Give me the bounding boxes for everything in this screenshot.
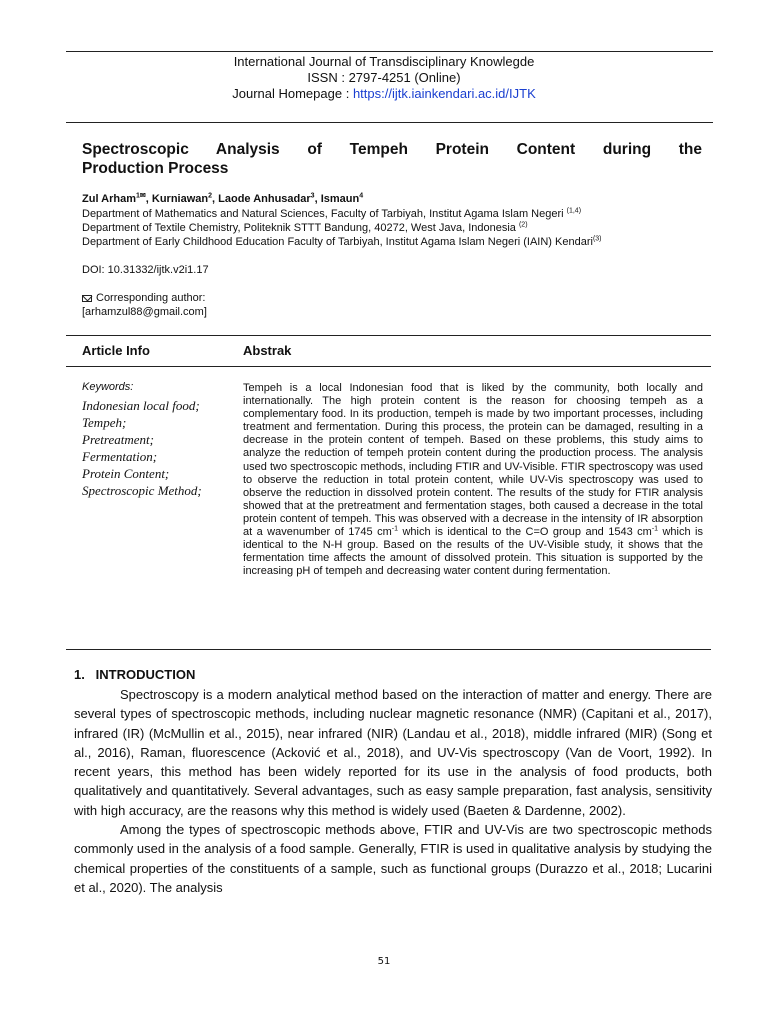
author: Zul Arham$^{1✉}$, <box>82 192 152 205</box>
abstract-text: Tempeh is a local Indonesian food that is liked by the community, both locally and internationally. The high protein content is the reason for choosing tempeh as a complementary food. In its production, tempeh is made by two important processes, including treatment and fermentation. During this process, the protein can be damaged, resulting in a decrease in the protein content of tempeh. Based on these problems, this study aims to analyze the reduction of tempeh protein content during the production process. The analysis used two spectroscopic methods, including FTIR and UV-Visible. FTIR spectroscopy was used to observe the reduction in total protein content, while UV-Vis spectroscopy was used to observe the reduction in dissolved protein content. The results of the study for FTIR analysis showed that at the pretreatment and fermentation stages, both caused a decrease in the total protein content of tempeh. This was observed with a decrease in the intensity of IR absorption at a wavenumber of 1745 $cm^{-1}$ which is identical to the C=O group and 1543 $cm^{-1}$ which is identical to the N-H group. Based on the results of the UV-Visible study, it shows that the fermentation time affects the amount of dissolved protein. This situation is supported by the increasing pH of tempeh and decreasing water content during fermentation. <box>243 382 703 578</box>
keyword: Fermentation; <box>82 449 158 464</box>
author: Laode Anhusadar$^3$, <box>218 192 321 205</box>
affiliation-2: Department of Textile Chemistry, Politeknik STTT Bandung, 40272, West Java, Indonesia $^{(2)}$ <box>82 221 528 234</box>
top-rule <box>66 51 713 52</box>
keyword: Pretreatment; <box>82 432 154 447</box>
homepage-label: Journal Homepage : <box>232 86 350 101</box>
journal-homepage <box>0 86 768 102</box>
section-heading: 1. INTRODUCTION <box>74 667 196 682</box>
keyword: Indonesian local food; <box>82 398 200 413</box>
journal-name: International Journal of Transdisciplinary Knowlegde <box>233 54 535 69</box>
abstract-header: Abstrak <box>243 343 292 358</box>
authors <box>82 193 363 206</box>
issn: ISSN : 2797-4251 (Online) <box>307 70 461 85</box>
keyword: Protein Content; <box>82 466 170 481</box>
paragraph: Spectroscopy is a modern analytical method based on the interaction of matter and energy. There are several types of spectroscopic methods, including nuclear magnetic resonance (NMR) (Capitani et al., 2017), infrared (IR) (McMullin et al., 2015), near infrared (NIR) (Landau et al., 2018), middle infrared (MIR) (Song et al., 2016), Raman, fluorescence (Acković et al., 2018), and UV-Vis spectroscopy (Van de Voort, 1992). In recent years, this method has been widely reported for its use in the analysis of food products, both qualitatively and quantitatively. Several advantages, such as easy sample preparation, fast analysis, sensitivity with high accuracy, are the reasons why this method is widely used (Baeten & Dardenne, 2002). <box>74 687 712 818</box>
doi: DOI: 10.31332/ijtk.v2i1.17 <box>82 264 209 276</box>
homepage-link[interactable]: https://ijtk.iainkendari.ac.id/IJTK <box>352 86 536 101</box>
page-number: 51 <box>377 956 391 967</box>
header-rule <box>66 122 713 123</box>
keyword: Spectroscopic Method; <box>82 483 202 498</box>
keywords-label: Keywords: <box>82 381 134 393</box>
author: Ismaun$^4$ <box>320 192 364 205</box>
paragraph: Among the types of spectroscopic methods above, FTIR and UV-Vis are two spectroscopic methods commonly used in the analysis of a food sample. Generally, FTIR is used in qualitative analysis by studying the chemical properties of the constituents of a sample, such as functional groups (Durazzo et al., 2018; Lucarini et al., 2020). The analysis <box>74 822 712 895</box>
keywords-list <box>82 397 202 499</box>
corresponding-author: Corresponding author: <box>82 292 205 305</box>
article-info-header: Article Info <box>82 343 150 358</box>
body-text <box>74 685 712 897</box>
keyword: Tempeh; <box>82 415 127 430</box>
author: Kurniawan$^2$, <box>151 192 219 205</box>
corresponding-email: [arhamzul88@gmail.com] <box>82 306 207 318</box>
affiliation-1: Department of Mathematics and Natural Sciences, Faculty of Tarbiyah, Institut Agama Islam Negeri $^{(1,4)}$ <box>82 207 582 220</box>
affiliation-3: Department of Early Childhood Education Faculty of Tarbiyah, Institut Agama Islam Negeri (IAIN) Kendari$^{(3)}$ <box>82 235 602 248</box>
mail-icon <box>82 295 92 302</box>
info-top-rule <box>66 335 711 336</box>
title-line-1: Spectroscopic Analysis of Tempeh Protein Content during the <box>82 141 702 158</box>
info-bottom-rule <box>66 649 711 650</box>
article-title <box>82 140 702 178</box>
title-line-2: Production Process <box>82 160 229 177</box>
info-header-rule <box>66 366 711 367</box>
